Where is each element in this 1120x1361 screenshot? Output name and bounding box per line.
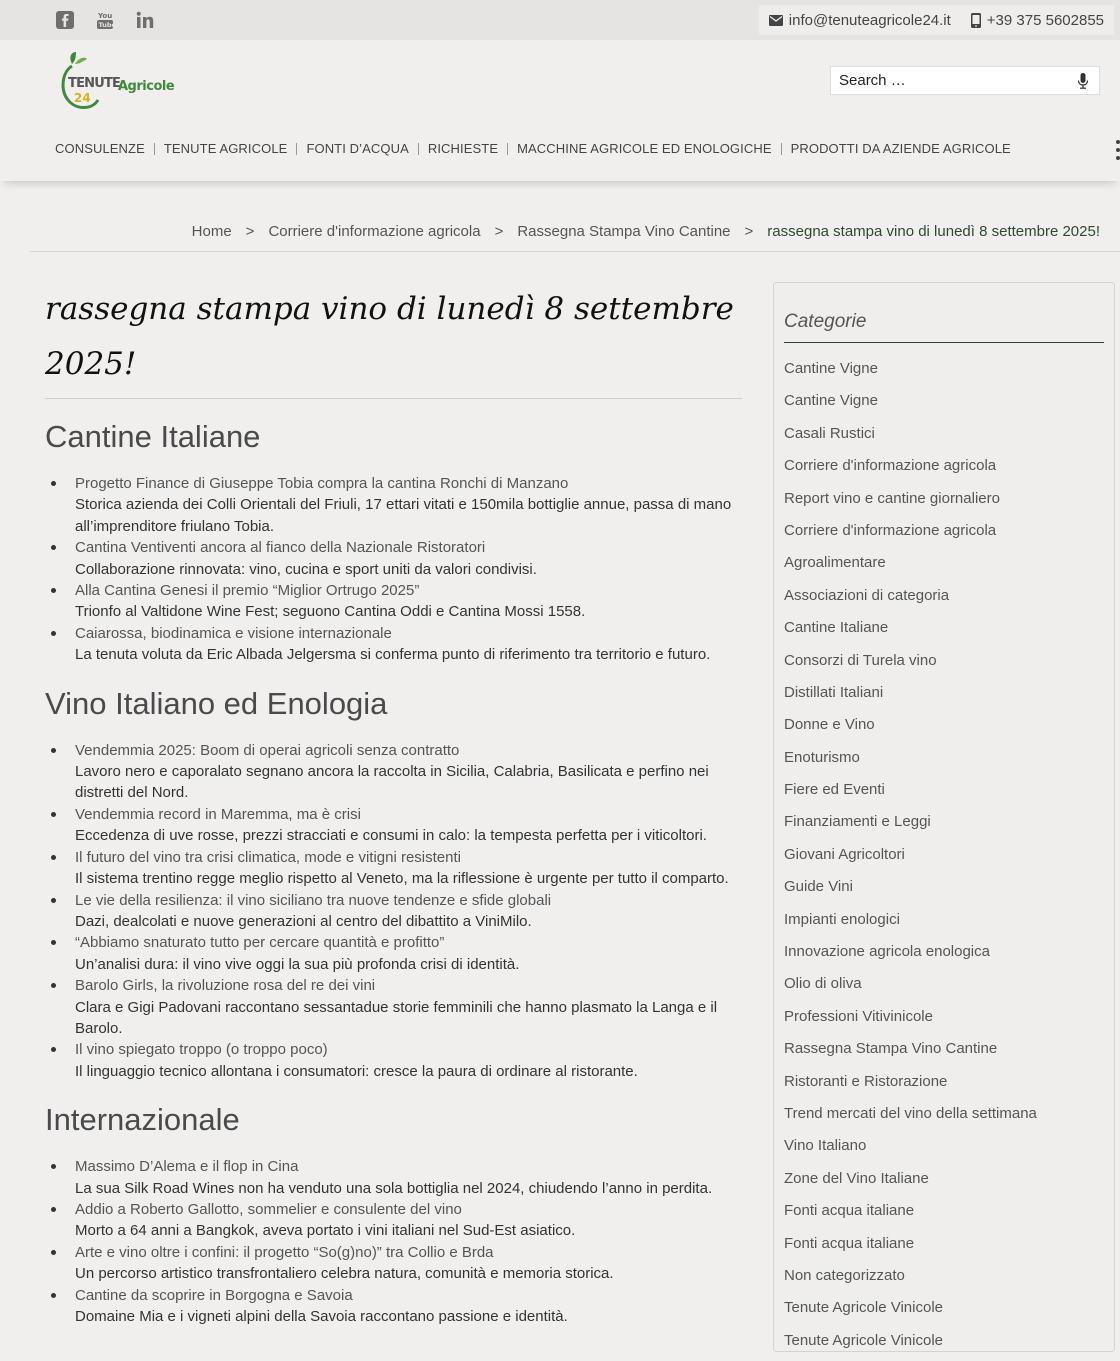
news-section bbox=[45, 417, 745, 666]
sidebar-category-item[interactable]: Olio di oliva bbox=[784, 975, 862, 993]
sidebar-category-item[interactable]: Distillati Italiani bbox=[784, 683, 884, 701]
sidebar-category-item[interactable]: Impianti enologici bbox=[784, 910, 900, 928]
top-bar bbox=[0, 0, 1120, 40]
news-item-description: Dazi, dealcolati e nuove generazioni al centro del dibattito a ViniMilo. bbox=[75, 912, 532, 930]
sidebar-category-item[interactable]: Fonti acqua italiane bbox=[784, 1234, 915, 1252]
svg-text:Tube: Tube bbox=[98, 21, 116, 30]
news-section bbox=[45, 684, 745, 1083]
breadcrumb-current: rassegna stampa vino di lunedì 8 settembre 2025! bbox=[767, 223, 1100, 240]
sidebar-category-item[interactable]: Tenute Agricole Vinicole bbox=[784, 1331, 943, 1349]
news-list bbox=[45, 473, 745, 666]
news-item-link[interactable]: Le vie della resilienza: il vino siciliano tra nuove tendenze e sfide globali bbox=[75, 891, 552, 909]
news-item-description: Morto a 64 anni a Bangkok, aveva portato i vini italiani nel Sud-Est asiatico. bbox=[75, 1222, 576, 1240]
breadcrumb-separator: > bbox=[245, 223, 255, 240]
nav-item-macchine[interactable]: MACCHINE AGRICOLE ED ENOLOGICHE bbox=[517, 141, 772, 156]
sidebar-category-item[interactable]: Innovazione agricola enologica bbox=[784, 943, 990, 961]
microphone-icon[interactable] bbox=[1077, 73, 1089, 89]
section-heading: Internazionale bbox=[45, 1102, 240, 1138]
list-item bbox=[75, 1242, 745, 1285]
news-item-link[interactable]: Barolo Girls, la rivoluzione rosa del re dei vini bbox=[75, 977, 376, 995]
list-item bbox=[75, 975, 745, 1039]
news-list bbox=[45, 1156, 745, 1327]
logo-number: 24 bbox=[74, 91, 91, 105]
logo-word-agricole: Agricole bbox=[118, 79, 175, 94]
sidebar-category-item[interactable]: Report vino e cantine giornaliero bbox=[784, 489, 1000, 507]
youtube-icon[interactable] bbox=[94, 9, 116, 31]
news-item-description: La tenuta voluta da Eric Albada Jelgersma si conferma punto di riferimento tra territorio e futuro. bbox=[75, 646, 711, 664]
list-item bbox=[75, 1199, 745, 1242]
sidebar-category-item[interactable]: Guide Vini bbox=[784, 878, 853, 896]
search-input[interactable] bbox=[839, 72, 1077, 89]
sidebar-category-item[interactable]: Non categorizzato bbox=[784, 1266, 905, 1284]
sidebar-category-item[interactable]: Finanziamenti e Leggi bbox=[784, 813, 931, 831]
news-item-link[interactable]: Il vino spiegato troppo (o troppo poco) bbox=[75, 1041, 328, 1059]
news-item-link[interactable]: Caiarossa, biodinamica e visione internazionale bbox=[75, 624, 392, 642]
nav-separator bbox=[418, 143, 419, 155]
news-item-link[interactable]: Il futuro del vino tra crisi climatica, mode e vitigni resistenti bbox=[75, 848, 461, 866]
list-item bbox=[75, 804, 745, 847]
news-item-description: Clara e Gigi Padovani raccontano sessantadue storie femminili che hanno plasmato la Langa e il Barolo. bbox=[75, 998, 718, 1037]
list-item bbox=[75, 1156, 745, 1199]
list-item bbox=[75, 932, 745, 975]
news-item-link[interactable]: Progetto Finance di Giuseppe Tobia compra la cantina Ronchi di Manzano bbox=[75, 475, 569, 492]
list-item bbox=[75, 473, 745, 537]
site-logo[interactable] bbox=[58, 50, 178, 112]
nav-separator bbox=[154, 143, 155, 155]
sidebar-category-item[interactable]: Cantine Italiane bbox=[784, 619, 889, 637]
list-item bbox=[75, 847, 745, 890]
news-item-description: Un’analisi dura: il vino vive oggi la sua più profonda crisi di identità. bbox=[75, 955, 520, 973]
sidebar-category-item[interactable]: Ristoranti e Ristorazione bbox=[784, 1072, 948, 1090]
list-item bbox=[75, 623, 745, 666]
section-heading: Cantine Italiane bbox=[45, 419, 261, 454]
news-item-description: Lavoro nero e caporalato segnano ancora la raccolta in Sicilia, Calabria, Basilicata e perfino nei distretti del Nord. bbox=[75, 763, 709, 802]
news-item-link[interactable]: Cantina Ventiventi ancora al fianco della Nazionale Ristoratori bbox=[75, 539, 486, 557]
sidebar-category-item[interactable]: Tenute Agricole Vinicole bbox=[784, 1299, 943, 1317]
sidebar-category-item[interactable]: Corriere d'informazione agricola bbox=[784, 521, 997, 539]
nav-separator bbox=[507, 143, 508, 155]
post-content bbox=[45, 282, 745, 1327]
sidebar-category-item[interactable]: Agroalimentare bbox=[784, 554, 886, 572]
news-item-link[interactable]: Vendemmia 2025: Boom di operai agricoli senza contratto bbox=[75, 741, 460, 759]
sidebar-category-item[interactable]: Professioni Vitivinicole bbox=[784, 1007, 933, 1025]
sidebar-category-item[interactable]: Zone del Vino Italiane bbox=[784, 1169, 929, 1187]
breadcrumb bbox=[192, 223, 1100, 240]
mobile-phone-icon bbox=[971, 13, 981, 28]
nav-separator bbox=[296, 143, 297, 155]
news-item-link[interactable]: Massimo D’Alema e il flop in Cina bbox=[75, 1158, 299, 1176]
news-item-description: Il linguaggio tecnico allontana i consumatori: cresce la paura di ordinare al ristorante. bbox=[75, 1062, 638, 1080]
sidebar-category-item[interactable]: Enoturismo bbox=[784, 748, 860, 766]
section-heading: Vino Italiano ed Enologia bbox=[45, 685, 388, 721]
social-links bbox=[54, 9, 156, 31]
sidebar-category-item[interactable]: Donne e Vino bbox=[784, 716, 875, 734]
list-item bbox=[75, 890, 745, 933]
svg-text:You: You bbox=[98, 12, 113, 20]
breadcrumb-home[interactable]: Home bbox=[191, 223, 232, 240]
news-item-description: Eccedenza di uve rosse, prezzi stracciati e consumi in calo: la tempesta perfetta per i viticoltori. bbox=[75, 827, 707, 845]
news-list bbox=[45, 740, 745, 1083]
breadcrumb-separator: > bbox=[744, 223, 754, 240]
site-header bbox=[0, 40, 1120, 181]
list-item bbox=[75, 1039, 745, 1082]
sidebar-category-item[interactable]: Consorzi di Turela vino bbox=[784, 651, 937, 669]
breadcrumb-rassegna[interactable]: Rassegna Stampa Vino Cantine bbox=[517, 223, 731, 240]
breadcrumb-divider bbox=[30, 251, 1120, 252]
contact-info bbox=[759, 5, 1114, 35]
sidebar-title: Categorie bbox=[784, 311, 1104, 343]
logo-word-tenute: TENUTE bbox=[68, 76, 121, 91]
news-item-description: Un percorso artistico transfrontaliero celebra natura, comunità e memoria storica. bbox=[75, 1265, 614, 1283]
breadcrumb-corriere[interactable]: Corriere d'informazione agricola bbox=[268, 223, 481, 240]
phone-link[interactable]: +39 375 5602855 bbox=[986, 11, 1104, 29]
nav-item-richieste[interactable]: RICHIESTE bbox=[427, 141, 499, 156]
news-item-description: Il sistema trentino regge meglio rispetto al Veneto, ma la riflessione è urgente per tutto il comparto. bbox=[75, 870, 729, 888]
news-item-description: Trionfo al Valtidone Wine Fest; seguono Cantina Oddi e Cantina Mossi 1558. bbox=[75, 603, 586, 621]
linkedin-icon[interactable] bbox=[134, 9, 156, 31]
nav-item-fonti-acqua[interactable]: FONTI D’ACQUA bbox=[306, 141, 409, 156]
sidebar-category-item[interactable]: Giovani Agricoltori bbox=[784, 845, 905, 863]
news-item-description: La sua Silk Road Wines non ha venduto una sola bottiglia nel 2024, chiudendo l’anno in perdita. bbox=[75, 1179, 713, 1197]
page-title: rassegna stampa vino di lunedì 8 settembre 2025! bbox=[45, 282, 742, 399]
news-item-link[interactable]: Addio a Roberto Gallotto, sommelier e consulente del vino bbox=[75, 1200, 462, 1218]
sidebar-category-item[interactable]: Fonti acqua italiane bbox=[784, 1202, 915, 1220]
nav-item-consulenze[interactable]: CONSULENZE bbox=[55, 141, 145, 156]
sidebar-category-item[interactable]: Fiere ed Eventi bbox=[784, 781, 885, 799]
envelope-icon bbox=[769, 15, 783, 26]
news-item-description: Storica azienda dei Colli Orientali del Friuli, 17 ettari vitati e 150mila bottiglie annue, passa di mano all’imprenditore friulano Tobia. bbox=[75, 496, 732, 535]
category-list bbox=[784, 357, 1114, 1361]
list-item bbox=[75, 580, 745, 623]
list-item bbox=[75, 740, 745, 804]
sidebar-category-item[interactable]: Vino Italiano bbox=[784, 1137, 867, 1155]
more-menu-icon[interactable] bbox=[1114, 140, 1120, 160]
news-item-link[interactable]: “Abbiamo snaturato tutto per cercare quantità e profitto” bbox=[75, 934, 445, 952]
list-item bbox=[75, 537, 745, 580]
news-item-link[interactable]: Arte e vino oltre i confini: il progetto “So(g)no)” tra Collio e Brda bbox=[75, 1243, 494, 1261]
sidebar-category-item[interactable]: Associazioni di categoria bbox=[784, 586, 950, 604]
email-link[interactable]: info@tenuteagricole24.it bbox=[788, 11, 951, 29]
news-item-link[interactable]: Vendemmia record in Maremma, ma è crisi bbox=[75, 805, 361, 823]
news-section bbox=[45, 1100, 745, 1327]
news-item-link[interactable]: Alla Cantina Genesi il premio “Miglior Ortrugo 2025” bbox=[75, 582, 420, 600]
sidebar-category-item[interactable]: Cantine Vigne bbox=[784, 360, 878, 377]
breadcrumb-separator: > bbox=[494, 223, 504, 240]
main-navigation bbox=[55, 141, 1011, 156]
news-item-description: Domaine Mia e i vigneti alpini della Savoia raccontano passione e identità. bbox=[75, 1308, 568, 1325]
sidebar-category-item[interactable]: Cantine Vigne bbox=[784, 392, 878, 410]
nav-item-prodotti[interactable]: PRODOTTI DA AZIENDE AGRICOLE bbox=[790, 141, 1011, 156]
categories-sidebar bbox=[773, 282, 1115, 1352]
sidebar-category-item[interactable]: Trend mercati del vino della settimana bbox=[784, 1104, 1037, 1122]
sidebar-category-item[interactable]: Rassegna Stampa Vino Cantine bbox=[784, 1040, 998, 1058]
sidebar-category-item[interactable]: Casali Rustici bbox=[784, 424, 875, 442]
news-item-link[interactable]: Cantine da scoprire in Borgogna e Savoia bbox=[75, 1286, 353, 1304]
search-box bbox=[830, 66, 1100, 95]
nav-separator bbox=[781, 143, 782, 155]
facebook-icon[interactable] bbox=[54, 9, 76, 31]
news-item-description: Collaborazione rinnovata: vino, cucina e sport uniti da valori condivisi. bbox=[75, 560, 537, 578]
nav-item-tenute-agricole[interactable]: TENUTE AGRICOLE bbox=[163, 141, 288, 156]
sidebar-category-item[interactable]: Corriere d'informazione agricola bbox=[784, 457, 997, 475]
list-item bbox=[75, 1285, 745, 1328]
